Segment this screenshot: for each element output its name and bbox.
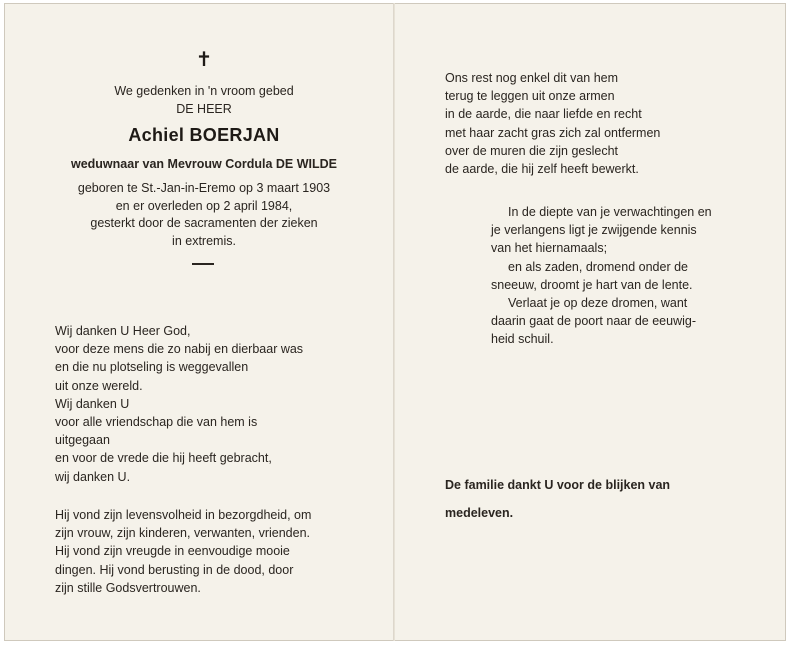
bio-line: in extremis.	[172, 233, 236, 248]
thanks-line: De familie dankt U voor de blijken van	[445, 478, 671, 492]
prayer-block	[55, 322, 375, 486]
poem-line: met haar zacht gras zich zal ontfermen	[445, 125, 661, 140]
poem-block	[445, 69, 745, 178]
poem-line: terug te leggen uit onze armen	[445, 89, 615, 104]
bio-line: geboren te St.-Jan-in-Eremo op 3 maart 1903	[77, 181, 331, 195]
prayer-line: voor alle vriendschap die van hem is	[55, 415, 258, 430]
tribute-line: zijn vrouw, zijn kinderen, verwanten, vrienden.	[55, 526, 310, 541]
spouse-line: weduwnaar van Mevrouw Cordula DE WILDE	[70, 157, 337, 171]
quote-line: van het hiernamaals;	[491, 241, 608, 256]
quote-line: In de diepte van je verwachtingen en	[508, 205, 712, 219]
poem-line: de aarde, die hij zelf heeft bewerkt.	[445, 162, 639, 177]
quote-line: en als zaden, dromend onder de	[508, 259, 688, 274]
bio-line: gesterkt door de sacramenten der zieken	[90, 216, 318, 230]
prayer-line: wij danken U.	[55, 469, 131, 484]
tribute-line: Hij vond zijn levensvolheid in bezorgdheid, om	[55, 508, 312, 522]
tribute-line: dingen. Hij vond berusting in de dood, door	[55, 562, 294, 577]
prayer-line: Wij danken U	[55, 396, 130, 411]
tribute-line: zijn stille Godsvertrouwen.	[55, 580, 201, 595]
poem-line: in de aarde, die naar liefde en recht	[445, 107, 642, 122]
prayer-line: voor deze mens die zo nabij en dierbaar was	[55, 342, 304, 357]
prayer-line: Wij danken U Heer God,	[55, 324, 191, 338]
quote-line: heid schuil.	[491, 332, 554, 347]
quote-line: je verlangens ligt je zwijgende kennis	[491, 223, 697, 238]
prayer-line: en voor de vrede die hij heeft gebracht,	[55, 451, 272, 466]
prayer-line: uit onze wereld.	[55, 378, 143, 393]
bio-block	[40, 180, 368, 250]
deceased-name: Achiel BOERJAN	[128, 125, 280, 145]
poem-line: Ons rest nog enkel dit van hem	[445, 71, 619, 85]
divider-dash	[192, 263, 214, 265]
prayer-line: uitgegaan	[55, 433, 110, 448]
quote-line: sneeuw, droomt je hart van de lente.	[491, 277, 693, 292]
tribute-line: Hij vond zijn vreugde in eenvoudige mooie	[55, 544, 290, 559]
thanks-block	[445, 471, 745, 527]
header-lines	[80, 82, 328, 118]
tribute-block	[55, 506, 375, 597]
quote-line: daarin gaat de poort naar de eeuwig-	[491, 314, 697, 329]
thanks-line: medeleven.	[445, 506, 514, 520]
prayer-line: en die nu plotseling is weggevallen	[55, 360, 249, 375]
header-line: DE HEER	[176, 102, 232, 117]
quote-block	[491, 203, 746, 349]
quote-line: Verlaat je op deze dromen, want	[508, 296, 688, 311]
card-fold	[393, 3, 395, 641]
poem-line: over de muren die zijn geslecht	[445, 143, 619, 158]
header-line: We gedenken in 'n vroom gebed	[114, 84, 294, 98]
cross-icon: ✝	[195, 49, 213, 71]
bio-line: en er overleden op 2 april 1984,	[115, 198, 293, 213]
